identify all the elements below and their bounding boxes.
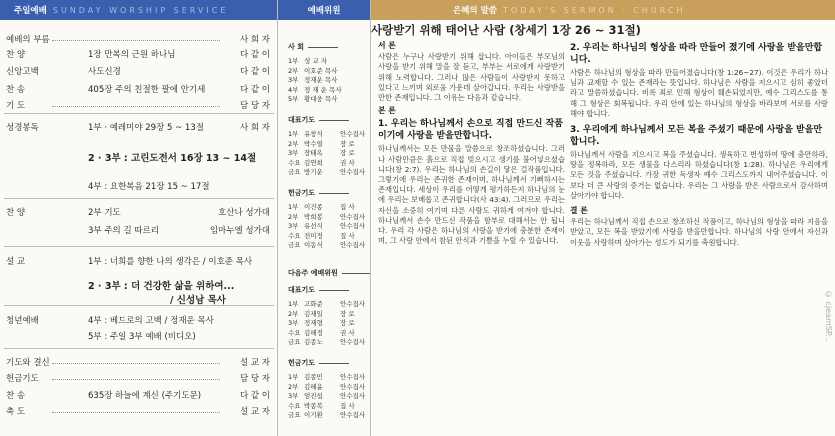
staff-role: 권 사 <box>340 158 355 167</box>
staff-name: 김종민 <box>304 373 323 381</box>
order-row-label: 찬 송 <box>6 85 26 95</box>
staff-service: 3부 <box>288 319 299 327</box>
staff-section-title: 사 회 <box>288 42 338 52</box>
conclusion-heading: 결 론 <box>570 206 588 216</box>
order-row <box>0 83 278 97</box>
staff-role <box>340 94 368 103</box>
staff-name: 전미정 <box>304 231 323 240</box>
order-row <box>0 33 278 47</box>
staff-name: 방기운 <box>304 168 323 176</box>
section-divider <box>4 198 274 199</box>
staff-row <box>288 94 368 103</box>
staff-name: 김해윤 <box>304 382 323 391</box>
order-row-content: 3부 주의 길 따르리 <box>88 226 159 236</box>
staff-service: 금요 <box>288 411 301 419</box>
order-row-content: 2 · 3부 : 고린도전서 16장 13 ~ 14절 <box>88 153 257 164</box>
sermon-header-subtitle: TODAY'S SERMON · CHURCH <box>503 5 686 15</box>
order-row <box>0 278 278 292</box>
staff-section-title: 헌금기도 <box>288 188 349 198</box>
staff-row <box>288 328 368 337</box>
order-row-label: 기도와 결신 <box>6 358 50 368</box>
order-row-leader: 사 회 자 <box>239 123 270 133</box>
staff-service: 금요 <box>288 168 301 176</box>
order-row-label: 축 도 <box>6 407 26 417</box>
staff-role: 안수집사 <box>340 168 366 176</box>
staff-service: 수요 <box>288 231 301 240</box>
staff-role: 안수집사 <box>340 411 366 419</box>
order-row-content: 5부 : 주일 3부 예배 (비디오) <box>88 332 196 342</box>
watermark: © cjeamSP... <box>824 290 833 343</box>
staff-row <box>288 129 368 138</box>
staff-row <box>288 66 368 75</box>
order-row <box>0 48 278 62</box>
intro-heading: 서 론 <box>378 41 396 50</box>
order-row-leader: 담 당 자 <box>239 101 270 111</box>
intro-text: 사람은 누구나 사랑받기 위해 삽니다. 아이들은 부모님의 사랑을 받기 위해 말을 잘 듣고, 부부는 서로에게 사랑받기 위해 노력합니다. 그러나 많은 사람들이 사랑받지 못하고 있다고 느끼며 외로움 가운데 살아갑니다. 우리는 사랑받을 만한 존재입니다. 그 이유는 다음과 같습니다. <box>378 52 565 103</box>
sermon-title: 사랑받기 위해 태어난 사람 (창세기 1장 26 ~ 31절) <box>371 23 641 37</box>
staff-role: 안수집사 <box>340 382 366 391</box>
staff-row <box>288 299 368 308</box>
staff-name: 박수열 <box>304 139 323 148</box>
order-row <box>0 65 278 79</box>
staff-role <box>340 66 368 75</box>
staff-row <box>288 202 368 211</box>
staff-row <box>288 382 368 391</box>
staff-name: 정재운 목사 <box>304 76 338 84</box>
order-row-content: 2 · 3부 : 더 건강한 삶을 위하여... <box>88 281 235 292</box>
staff-service: 2부 <box>288 309 299 318</box>
staff-name: 장태옥 <box>304 149 323 157</box>
staff-row <box>288 391 368 400</box>
order-row-leader: 다 같 이 <box>239 50 270 60</box>
staff-name: 김연희 <box>304 158 323 167</box>
order-row-label: 헌금기도 <box>6 374 39 384</box>
staff-name: 정재형 <box>304 319 323 327</box>
order-row-leader: 다 같 이 <box>239 67 270 77</box>
point3-heading: 3. 우리에게 하나님께서 모든 복을 주셨기 때문에 사랑을 받을만합니다. <box>570 125 823 148</box>
order-row-content: 사도신경 <box>88 67 121 77</box>
staff-name: 이호준 목사 <box>304 66 338 75</box>
order-row-leader: 사 회 자 <box>239 35 270 45</box>
staff-service: 금요 <box>288 338 301 346</box>
staff-header-title: 예배위원 <box>307 6 341 16</box>
order-row-content: 1부 · 예레미야 29장 5 ~ 13절 <box>88 123 204 133</box>
staff-row <box>288 56 368 65</box>
order-row-content: 4부 : 요한복음 21장 15 ~ 17절 <box>88 182 210 192</box>
staff-header <box>278 0 370 20</box>
order-row-label: 찬 송 <box>6 391 26 401</box>
staff-service: 1부 <box>288 130 299 138</box>
staff-row <box>288 318 368 327</box>
staff-name: 유창식 <box>304 130 323 138</box>
staff-service: 1부 <box>288 57 299 65</box>
staff-name: 박희봉 <box>304 212 323 221</box>
staff-service: 1부 <box>288 373 299 381</box>
order-row-label: 찬 양 <box>6 50 26 60</box>
staff-role: 안수집사 <box>340 212 366 221</box>
order-header-title: 주일예배 <box>14 6 47 16</box>
staff-service: 2부 <box>288 66 299 75</box>
order-row-leader: 설 교 자 <box>239 407 270 417</box>
staff-service: 수요 <box>288 401 301 410</box>
sermon-left-column <box>378 40 565 246</box>
staff-name: 김해정 <box>304 328 323 337</box>
order-row-content: 405장 주의 친절한 팔에 안기세 <box>88 85 206 95</box>
order-row <box>0 150 278 164</box>
order-row <box>0 356 278 370</box>
point1-text: 하나님께서는 모든 만물을 말씀으로 창조하셨습니다. 그러나 사람만큼은 흙으로 직접 빚으시고 생기를 불어넣으셨습니다(창 2:7). 우리는 하나님의 손길이 닿은 걸작품입니다. 그렇기에 우리는 존귀한 존재이며, 하나님께서 기뻐하시는 존재입니다. 세상이 우리를 어떻게 평가하든지 하나님의 눈에 우리는 보배롭고 존귀합니다(사 43:4). 그러므로 우리는 자신을 소중히 여기며 다른 사람도 귀하게 여겨야 합니다. 하나님께서 손수 만드신 작품을 함부로 대해서는 안 됩니다. 우리 각 사람은 하나님의 사랑을 받기에 충분한 존재이며, 그 사랑 안에서 참된 안식과 기쁨을 누릴 수 있습니다. <box>378 144 565 246</box>
staff-row <box>288 158 368 167</box>
section-divider <box>4 113 274 114</box>
staff-name: 고화준 <box>304 300 323 308</box>
staff-row <box>288 167 368 176</box>
worship-staff-panel <box>278 0 371 436</box>
staff-name: 김종노 <box>304 338 323 346</box>
staff-row <box>288 401 368 410</box>
order-row-content: / 신성남 목사 <box>170 295 226 306</box>
staff-name: 김재일 <box>304 309 323 318</box>
staff-row <box>288 372 368 381</box>
order-row <box>0 121 278 135</box>
staff-name: 박종복 <box>304 401 323 410</box>
order-row <box>0 255 278 269</box>
staff-name: 이동식 <box>304 241 323 249</box>
section-divider <box>4 305 274 306</box>
staff-name: 이건종 <box>304 203 323 211</box>
order-header-subtitle: SUNDAY WORSHIP SERVICE <box>52 5 229 15</box>
staff-role: 안수집사 <box>340 373 366 381</box>
staff-row <box>288 221 368 230</box>
staff-role: 안수집사 <box>340 241 366 249</box>
staff-role <box>340 85 368 94</box>
staff-service: 5부 <box>288 95 299 103</box>
staff-name: 이기환 <box>304 411 323 419</box>
order-row-label: 예배의 부름 <box>6 35 50 45</box>
order-row-leader: 담 당 자 <box>239 374 270 384</box>
staff-service: 3부 <box>288 222 299 230</box>
sermon-right-column <box>570 40 828 248</box>
order-row-content: 4부 : 베드로의 고백 / 정재운 목사 <box>88 316 214 326</box>
staff-name: 엄진섭 <box>304 392 323 400</box>
staff-row <box>288 337 368 346</box>
staff-row <box>288 148 368 157</box>
staff-service: 수요 <box>288 328 301 337</box>
staff-service: 2부 <box>288 139 299 148</box>
order-row-leader: 설 교 자 <box>239 358 270 368</box>
staff-service: 3부 <box>288 149 299 157</box>
staff-section-title: 다음주 예배위원 <box>288 268 371 278</box>
staff-role: 장 로 <box>340 319 355 327</box>
staff-role: 집 사 <box>340 203 355 211</box>
staff-service: 금요 <box>288 241 301 249</box>
staff-row <box>288 240 368 249</box>
staff-name: 성 교 자 <box>304 57 327 65</box>
staff-role: 장 로 <box>340 139 355 148</box>
point1-heading: 1. 우리는 하나님께서 손으로 직접 만드신 작품이기에 사랑을 받을만합니다. <box>378 119 563 142</box>
order-row-content: 2부 기도 <box>88 208 121 218</box>
order-row-label: 기 도 <box>6 101 26 111</box>
order-header <box>0 0 277 20</box>
staff-service: 2부 <box>288 212 299 221</box>
conclusion-text: 우리는 하나님께서 직접 손으로 창조하신 작품이고, 하나님의 형상을 따라 지음을 받았고, 모든 복을 받았기에 사랑을 받을만합니다. 하나님의 사랑 안에서 자신과 이웃을 사랑하며 살아가는 성도가 되기를 축원합니다. <box>570 217 828 247</box>
order-row-label: 신앙고백 <box>6 67 39 77</box>
point2-heading: 2. 우리는 하나님의 형상을 따라 만들어 졌기에 사랑을 받을만합니다. <box>570 43 823 65</box>
order-row-label: 찬 양 <box>6 208 26 218</box>
order-row <box>0 99 278 113</box>
order-row <box>0 292 278 306</box>
order-row-content: 1장 만복의 근원 하나님 <box>88 50 176 60</box>
staff-name: 황대웅 목사 <box>304 95 338 103</box>
order-row-label: 청년예배 <box>6 316 39 326</box>
staff-service: 1부 <box>288 203 299 211</box>
staff-row <box>288 231 368 240</box>
section-divider <box>4 348 274 349</box>
staff-role: 안수집사 <box>340 222 366 230</box>
order-row <box>0 224 278 238</box>
order-row <box>0 314 278 328</box>
staff-row <box>288 309 368 318</box>
staff-section-title: 대표기도 <box>288 115 349 125</box>
staff-role: 집 사 <box>340 231 355 240</box>
order-row <box>0 206 278 220</box>
staff-section-title: 헌금기도 <box>288 358 349 368</box>
order-row-leader: 다 같 이 <box>239 391 270 401</box>
staff-row <box>288 212 368 221</box>
staff-row <box>288 410 368 419</box>
staff-role: 안수집사 <box>340 130 366 138</box>
order-row <box>0 330 278 344</box>
order-row <box>0 180 278 194</box>
staff-role: 장 로 <box>340 149 355 157</box>
sermon-panel <box>371 0 835 436</box>
staff-name: 정 재 운 목사 <box>304 85 342 94</box>
section-divider <box>4 246 274 247</box>
staff-role <box>340 56 368 65</box>
sermon-header <box>371 0 835 20</box>
order-row <box>0 372 278 386</box>
staff-row <box>288 85 368 94</box>
staff-service: 3부 <box>288 392 299 400</box>
point3-text: 하나님께서 사람을 지으시고 복을 주셨습니다. 생육하고 번성하여 땅에 충만하라, 땅을 정복하라, 모든 생물을 다스리라 하셨습니다(창 1:28). 하나님은 우리에게 모든 것을 주셨습니다. 가장 귀한 독생자 예수 그리스도까지 내어주셨습니다. 이보다 더 큰 사랑의 증거는 없습니다. 우리는 그 사랑을 받은 사람으로서 감사하며 살아가야 합니다. <box>570 150 828 200</box>
staff-role: 안수집사 <box>340 338 366 346</box>
staff-section-title: 대표기도 <box>288 285 349 295</box>
staff-role: 안수집사 <box>340 300 366 308</box>
staff-role: 권 사 <box>340 328 355 337</box>
order-row-label: 성경봉독 <box>6 123 39 133</box>
staff-service: 1부 <box>288 300 299 308</box>
order-row-leader: 다 같 이 <box>239 85 270 95</box>
order-row-content: 1부 : 너희를 향한 나의 생각은 / 이호준 목사 <box>88 257 253 267</box>
staff-service: 3부 <box>288 76 299 84</box>
order-row <box>0 405 278 419</box>
staff-row <box>288 139 368 148</box>
staff-service: 2부 <box>288 382 299 391</box>
body-heading: 본 론 <box>378 106 396 116</box>
staff-role <box>340 75 368 84</box>
order-of-worship-panel <box>0 0 278 436</box>
staff-row <box>288 75 368 84</box>
order-row-content: 635장 하늘에 계신 (주기도문) <box>88 391 202 401</box>
staff-service: 수요 <box>288 158 301 167</box>
staff-role: 장 로 <box>340 309 355 318</box>
order-row-label: 설 교 <box>6 257 26 267</box>
order-row-leader: 호산나 성가대 <box>218 208 270 218</box>
staff-role: 집 사 <box>340 401 355 410</box>
staff-name: 유선식 <box>304 222 323 230</box>
sermon-header-title: 은혜의 말씀 <box>453 6 498 16</box>
order-row-leader: 임마누엘 성가대 <box>209 226 270 236</box>
order-row <box>0 389 278 403</box>
staff-service: 4부 <box>288 85 299 94</box>
staff-role: 안수집사 <box>340 392 366 400</box>
point2-text: 사람은 하나님의 형상을 따라 만들어졌습니다(창 1:26~27). 이것은 우리가 하나님과 교제할 수 있는 존재라는 뜻입니다. 하나님은 사람을 지으시고 심히 좋았더라고 말씀하셨습니다. 비록 죄로 인해 형상이 훼손되었지만, 예수 그리스도를 통해 그 형상은 회복됩니다. 우리 안에 있는 하나님의 형상을 바라보며 서로를 사랑해야 합니다. <box>570 68 828 118</box>
